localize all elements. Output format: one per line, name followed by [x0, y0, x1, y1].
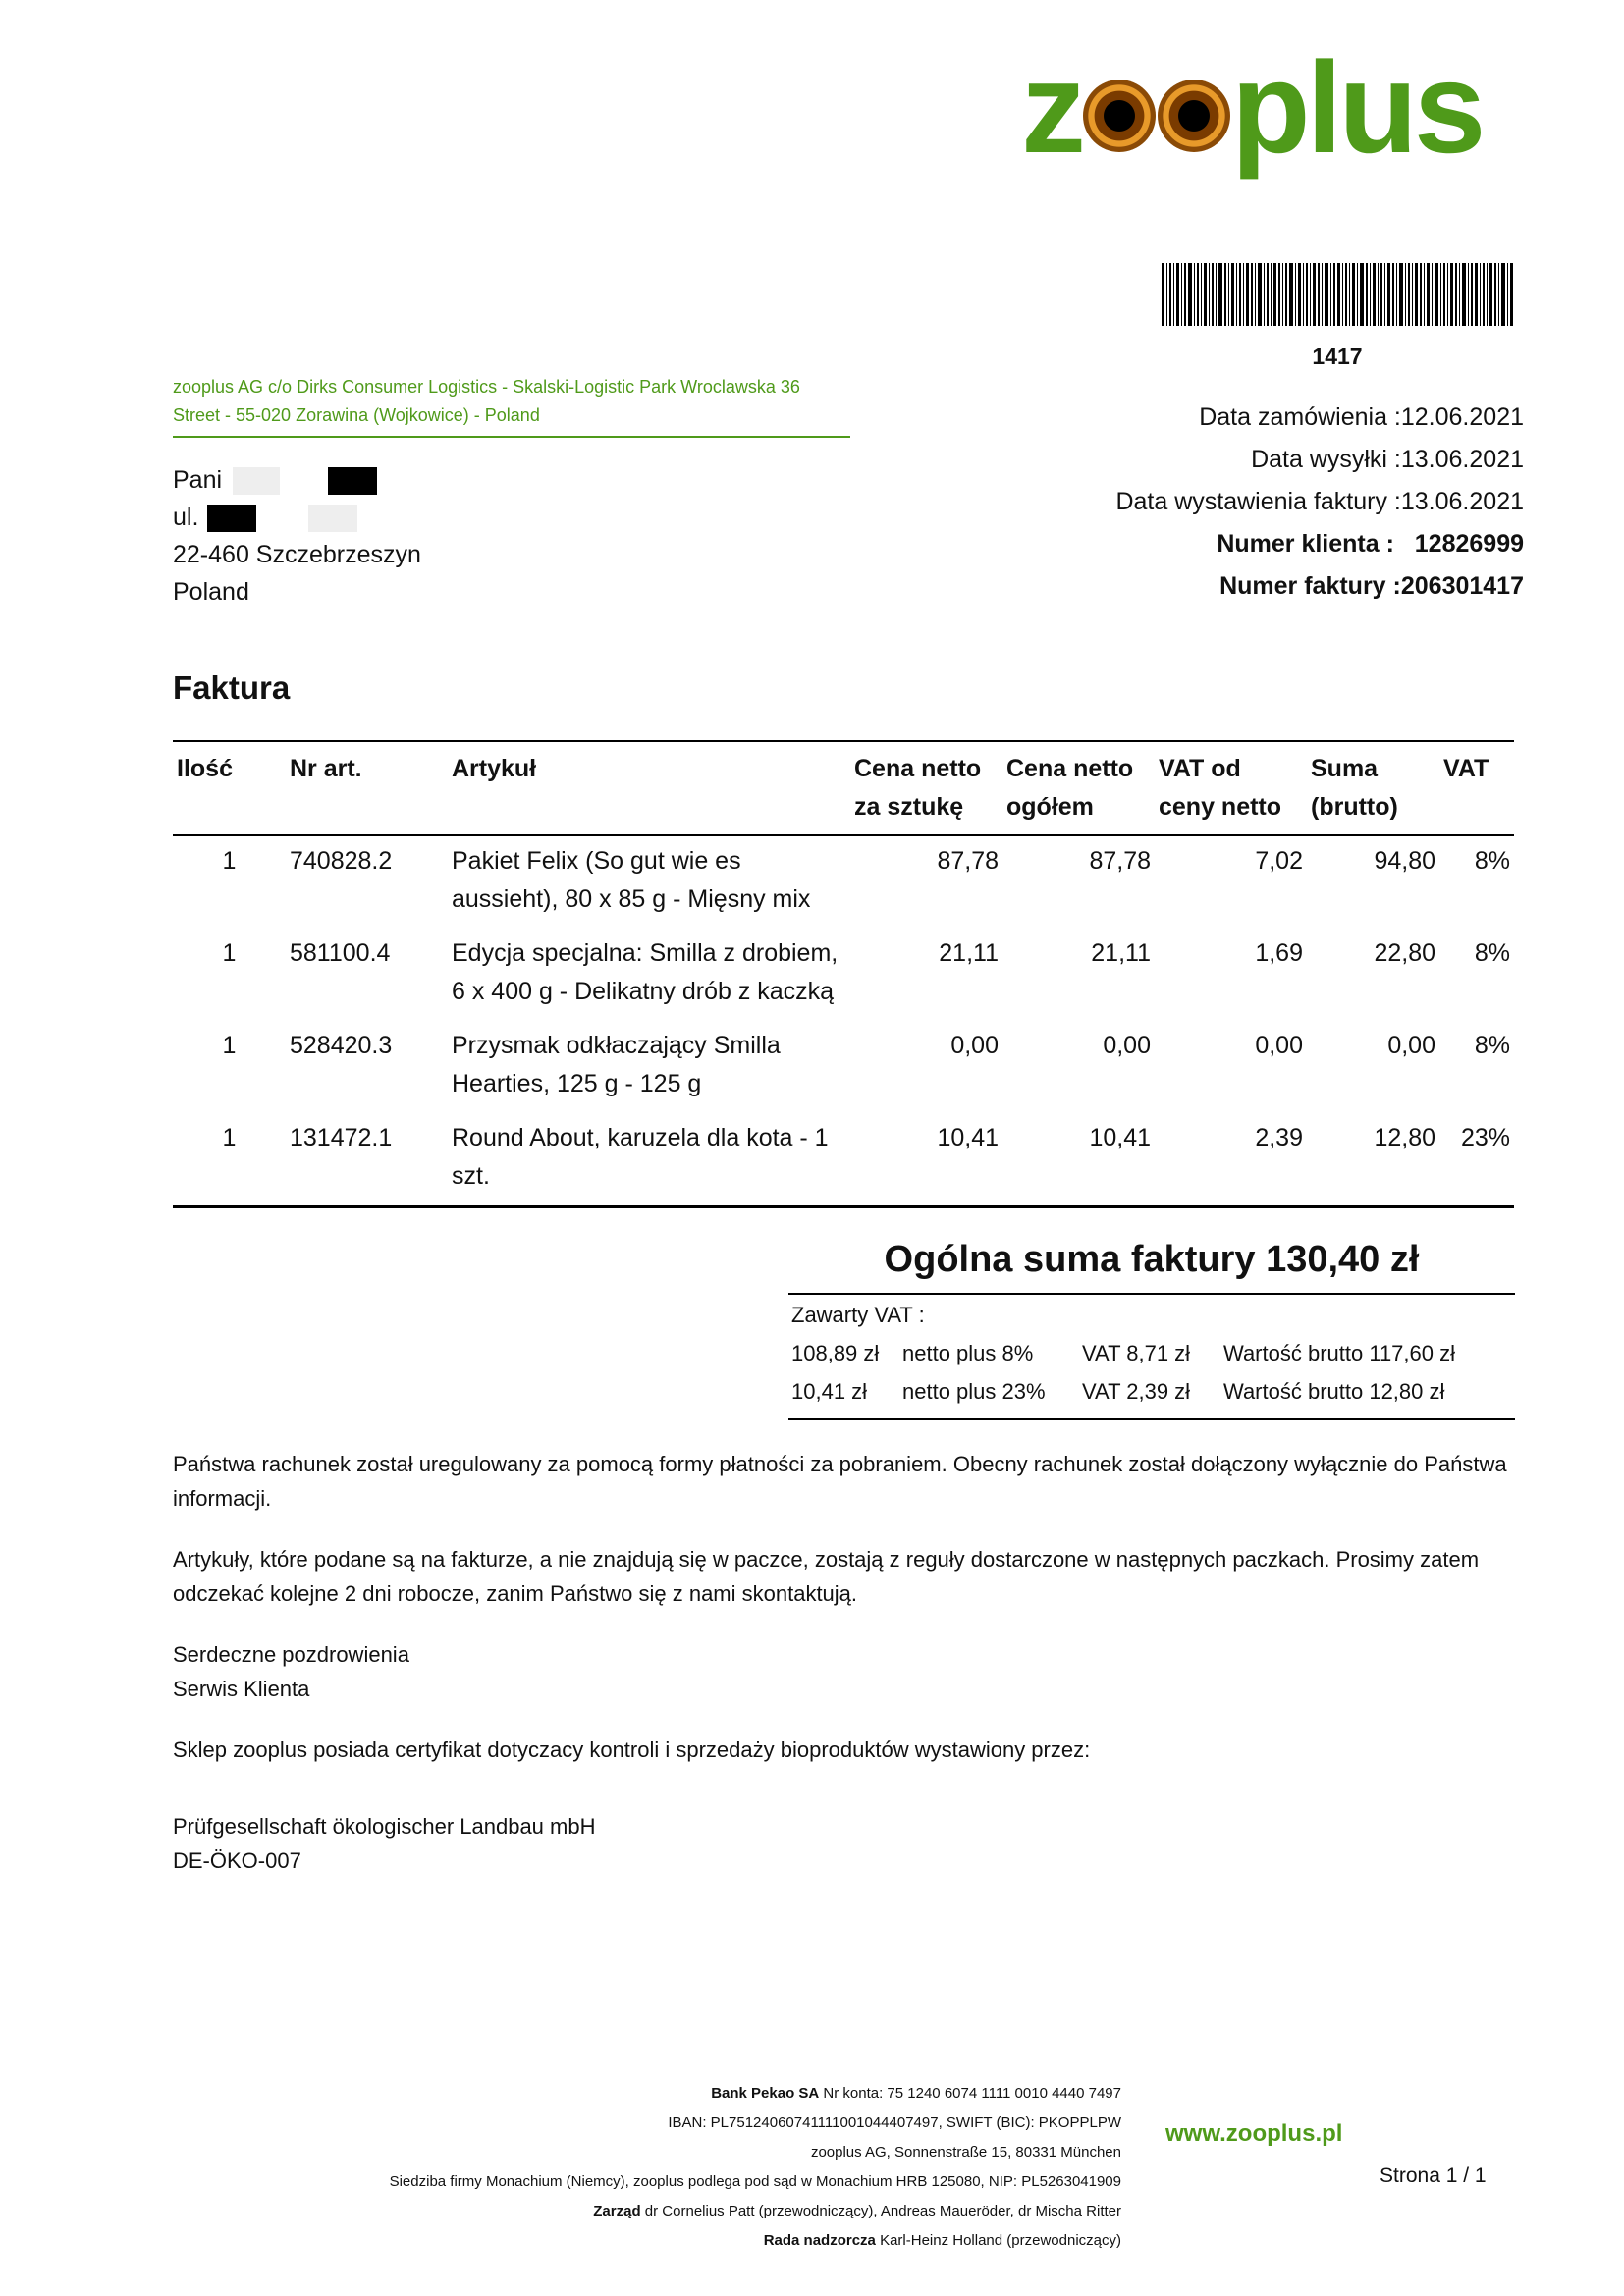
- redacted-block: [328, 467, 377, 495]
- certificate-note: Sklep zooplus posiada certyfikat dotyczacy kontroli i sprzedaży bioproduktów wystawiony przez:: [173, 1737, 1091, 1762]
- col-header-item: Artykuł: [448, 742, 850, 835]
- client-number-row: Numer klienta : 12826999: [1217, 530, 1524, 558]
- cell-total-net: 0,00: [1103, 1032, 1151, 1059]
- col-header-total-net: Cena netto ogółem: [1002, 742, 1155, 835]
- cell-art: 528420.3: [290, 1032, 393, 1059]
- table-row: [173, 835, 1514, 929]
- cell-qty: 1: [222, 1032, 237, 1059]
- cell-unit-net: 87,78: [937, 847, 999, 875]
- vat-desc: netto plus 8%: [902, 1341, 1034, 1365]
- vat-summary: [788, 1296, 1515, 1420]
- cell-item: Przysmak odkłaczający Smilla Hearties, 125 g - 125 g: [452, 1032, 781, 1097]
- zooplus-logo: [1021, 35, 1502, 180]
- certificate-issuer: [173, 1809, 1508, 1878]
- page-number: Strona 1 / 1: [1380, 2164, 1487, 2187]
- cell-item: Edycja specjalna: Smilla z drobiem, 6 x 400 g - Delikatny drób z kaczką: [452, 939, 839, 1005]
- cell-art: 581100.4: [290, 939, 391, 967]
- sender-line-1: zooplus AG c/o Dirks Consumer Logistics - Skalski-Logistic Park Wroclawska 36: [173, 377, 800, 397]
- vat-net: 10,41 zł: [791, 1379, 868, 1404]
- cell-vat-amount: 0,00: [1255, 1032, 1303, 1059]
- cell-vat-rate: 8%: [1474, 939, 1510, 967]
- table-row: [173, 929, 1514, 1021]
- sender-line-2: Street - 55-020 Zorawina (Wojkowice) - Poland: [173, 405, 540, 425]
- cell-item: Pakiet Felix (So gut wie es aussieht), 80 x 85 g - Mięsny mix: [452, 847, 811, 913]
- page-title: Faktura: [173, 669, 291, 706]
- cell-unit-net: 0,00: [950, 1032, 999, 1059]
- recipient-country: Poland: [173, 578, 249, 606]
- logo-eye-icon: [1083, 80, 1156, 152]
- cell-qty: 1: [222, 1124, 237, 1151]
- order-date-row: Data zamówienia :12.06.2021: [1199, 403, 1524, 431]
- cell-gross: 22,80: [1374, 939, 1435, 967]
- cell-vat-rate: 8%: [1474, 847, 1510, 875]
- cell-qty: 1: [222, 847, 237, 875]
- footer-supervisory: Rada nadzorcza Karl-Heinz Holland (przewodniczący): [763, 2232, 1121, 2249]
- sender-address: [173, 373, 850, 438]
- col-header-qty: Ilość: [173, 742, 286, 835]
- table-row: [173, 1113, 1514, 1205]
- cell-gross: 12,80: [1374, 1124, 1435, 1151]
- vat-net: 108,89 zł: [791, 1341, 880, 1365]
- logo-text-start: z: [1021, 35, 1082, 180]
- certificate-org: Prüfgesellschaft ökologischer Landbau mbH: [173, 1814, 596, 1839]
- vat-row: [788, 1334, 1515, 1372]
- barcode-icon: [1162, 263, 1513, 326]
- cell-art: 740828.2: [290, 847, 393, 875]
- greeting: [173, 1637, 1508, 1706]
- cell-total-net: 21,11: [1091, 939, 1151, 967]
- footer-bank: Bank Pekao SA Nr konta: 75 1240 6074 1111 0010 4440 7497: [711, 2085, 1121, 2102]
- cell-qty: 1: [222, 939, 237, 967]
- footer-iban: IBAN: PL75124060741111001044407497, SWIFT (BIC): PKOPPLPW: [668, 2114, 1121, 2131]
- cell-vat-amount: 1,69: [1255, 939, 1303, 967]
- recipient-street-prefix: ul.: [173, 504, 199, 531]
- vat-amount: VAT 2,39 zł: [1082, 1379, 1191, 1404]
- redacted-block: [207, 505, 256, 532]
- cell-unit-net: 10,41: [937, 1124, 999, 1151]
- footer-legal: [255, 2079, 1121, 2256]
- greeting-line-2: Serwis Klienta: [173, 1677, 310, 1701]
- items-table: [173, 740, 1514, 1208]
- cell-gross: 94,80: [1374, 847, 1435, 875]
- vat-heading: Zawarty VAT :: [791, 1303, 925, 1327]
- logo-text-end: plus: [1231, 35, 1483, 180]
- recipient-salutation: Pani: [173, 466, 223, 494]
- delivery-note: Artykuły, które podane są na fakturze, a nie znajdują się w paczce, zostają z reguły dostarczone w następnych paczkach. Prosimy zatem odczekać kolejne 2 dni robocze, zanim Państwo się z nami skontaktują.: [173, 1547, 1480, 1606]
- vat-row: [788, 1372, 1515, 1411]
- table-header-row: [173, 742, 1514, 835]
- cell-vat-amount: 7,02: [1255, 847, 1303, 875]
- footer-seat: Siedziba firmy Monachium (Niemcy), zooplus podlega pod sąd w Monachium HRB 125080, NIP: PL5263041909: [389, 2173, 1121, 2190]
- footer-board: Zarząd dr Cornelius Patt (przewodniczący), Andreas Maueröder, dr Mischa Ritter: [593, 2203, 1121, 2219]
- invoice-meta: [1115, 397, 1524, 608]
- cell-total-net: 10,41: [1089, 1124, 1151, 1151]
- col-header-art: Nr art.: [286, 742, 448, 835]
- col-header-gross: Suma (brutto): [1307, 742, 1439, 835]
- col-header-vat-amount: VAT od ceny netto: [1155, 742, 1307, 835]
- footer-address: zooplus AG, Sonnenstraße 15, 80331 München: [810, 2144, 1121, 2161]
- recipient-city: 22-460 Szczebrzeszyn: [173, 541, 421, 568]
- cell-item: Round About, karuzela dla kota - 1 szt.: [452, 1124, 829, 1190]
- col-header-vat-rate: VAT: [1439, 742, 1514, 835]
- payment-note: Państwa rachunek został uregulowany za pomocą formy płatności za pobraniem. Obecny rachunek został dołączony wyłącznie do Państwa informacji.: [173, 1452, 1507, 1511]
- redacted-block: [308, 505, 357, 532]
- greeting-line-1: Serdeczne pozdrowienia: [173, 1642, 409, 1667]
- vat-gross: Wartość brutto 12,80 zł: [1223, 1379, 1445, 1404]
- recipient-address: [173, 461, 421, 611]
- barcode-number: 1417: [1312, 344, 1363, 369]
- cell-vat-amount: 2,39: [1255, 1124, 1303, 1151]
- vat-gross: Wartość brutto 117,60 zł: [1223, 1341, 1455, 1365]
- ship-date-row: Data wysyłki :13.06.2021: [1251, 446, 1524, 473]
- redacted-block: [233, 467, 280, 495]
- cell-vat-rate: 23%: [1460, 1124, 1510, 1151]
- cell-total-net: 87,78: [1089, 847, 1151, 875]
- vat-amount: VAT 8,71 zł: [1082, 1341, 1191, 1365]
- website-link[interactable]: www.zooplus.pl: [1165, 2120, 1343, 2147]
- cell-unit-net: 21,11: [939, 939, 999, 967]
- col-header-unit-net: Cena netto za sztukę: [850, 742, 1002, 835]
- grand-total: Ogólna suma faktury 130,40 zł: [788, 1239, 1515, 1295]
- invoice-number-row: Numer faktury :206301417: [1219, 572, 1524, 600]
- logo-eye-icon: [1158, 80, 1230, 152]
- cell-gross: 0,00: [1387, 1032, 1435, 1059]
- table-row: [173, 1021, 1514, 1113]
- cell-vat-rate: 8%: [1474, 1032, 1510, 1059]
- certificate-code: DE-ÖKO-007: [173, 1848, 301, 1873]
- cell-art: 131472.1: [290, 1124, 393, 1151]
- invoice-date-row: Data wystawienia faktury :13.06.2021: [1115, 488, 1524, 515]
- vat-desc: netto plus 23%: [902, 1379, 1046, 1404]
